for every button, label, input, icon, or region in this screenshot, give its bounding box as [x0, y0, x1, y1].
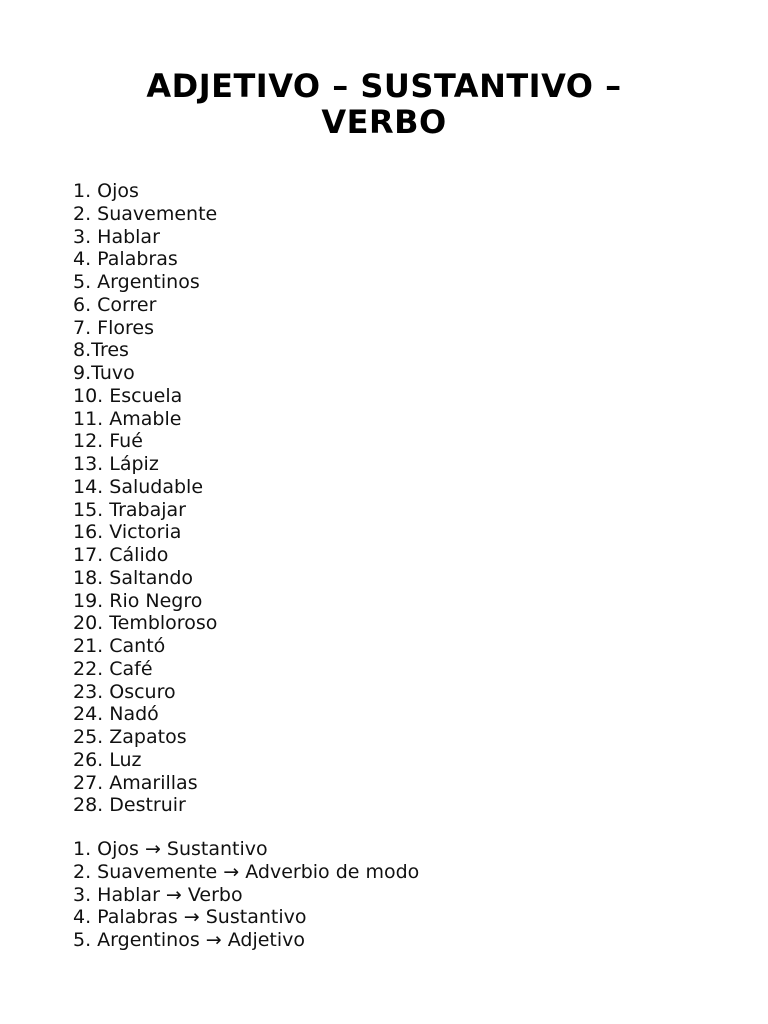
word-list-item: 25. Zapatos: [73, 726, 187, 748]
word-list-item: 21. Cantó: [73, 635, 166, 657]
word-list-item: 23. Oscuro: [73, 680, 176, 703]
word-list-item: 7. Flores: [73, 316, 154, 339]
word-list-item: 10. Escuela: [73, 384, 183, 407]
word-list-item: 5. Argentinos: [73, 271, 200, 293]
word-list-item: 8.Tres: [73, 339, 129, 362]
word-list-item: 14. Saludable: [73, 475, 204, 498]
word-list-item: 1. Ojos: [73, 180, 139, 202]
word-list-item: 20. Tembloroso: [73, 612, 218, 635]
word-list-item: 17. Cálido: [73, 544, 169, 566]
word-list-item: 19. Rio Negro: [73, 589, 203, 612]
answer-list-item: 5. Argentinos → Adjetivo: [73, 929, 306, 951]
word-list-item: 18. Saltando: [73, 566, 194, 589]
word-list-item: 15. Trabajar: [73, 498, 186, 521]
word-list-item: 13. Lápiz: [73, 453, 159, 475]
word-list-item: 27. Amarillas: [73, 771, 198, 794]
word-list-item: 11. Amable: [73, 407, 182, 430]
answer-list-item: 3. Hablar → Verbo: [73, 883, 243, 906]
answer-list: [73, 838, 419, 952]
word-list-item: 6. Correr: [73, 293, 157, 316]
answer-list-item: 4. Palabras → Sustantivo: [73, 906, 307, 929]
word-list-item: 9.Tuvo: [73, 362, 135, 384]
answer-list-item: 1. Ojos → Sustantivo: [73, 838, 268, 860]
word-list-item: 16. Victoria: [73, 521, 182, 544]
word-list-item: 26. Luz: [73, 748, 142, 771]
word-list: [73, 180, 217, 817]
page-title: ADJETIVO – SUSTANTIVO – VERBO: [146, 67, 622, 141]
word-list-item: 3. Hablar: [73, 225, 160, 248]
word-list-item: 4. Palabras: [73, 248, 178, 271]
word-list-item: 24. Nadó: [73, 703, 159, 726]
word-list-item: 12. Fué: [73, 430, 143, 453]
word-list-item: 22. Café: [73, 657, 153, 680]
word-list-item: 28. Destruir: [73, 794, 186, 817]
answer-list-item: 2. Suavemente → Adverbio de modo: [73, 860, 420, 883]
word-list-item: 2. Suavemente: [73, 202, 218, 225]
